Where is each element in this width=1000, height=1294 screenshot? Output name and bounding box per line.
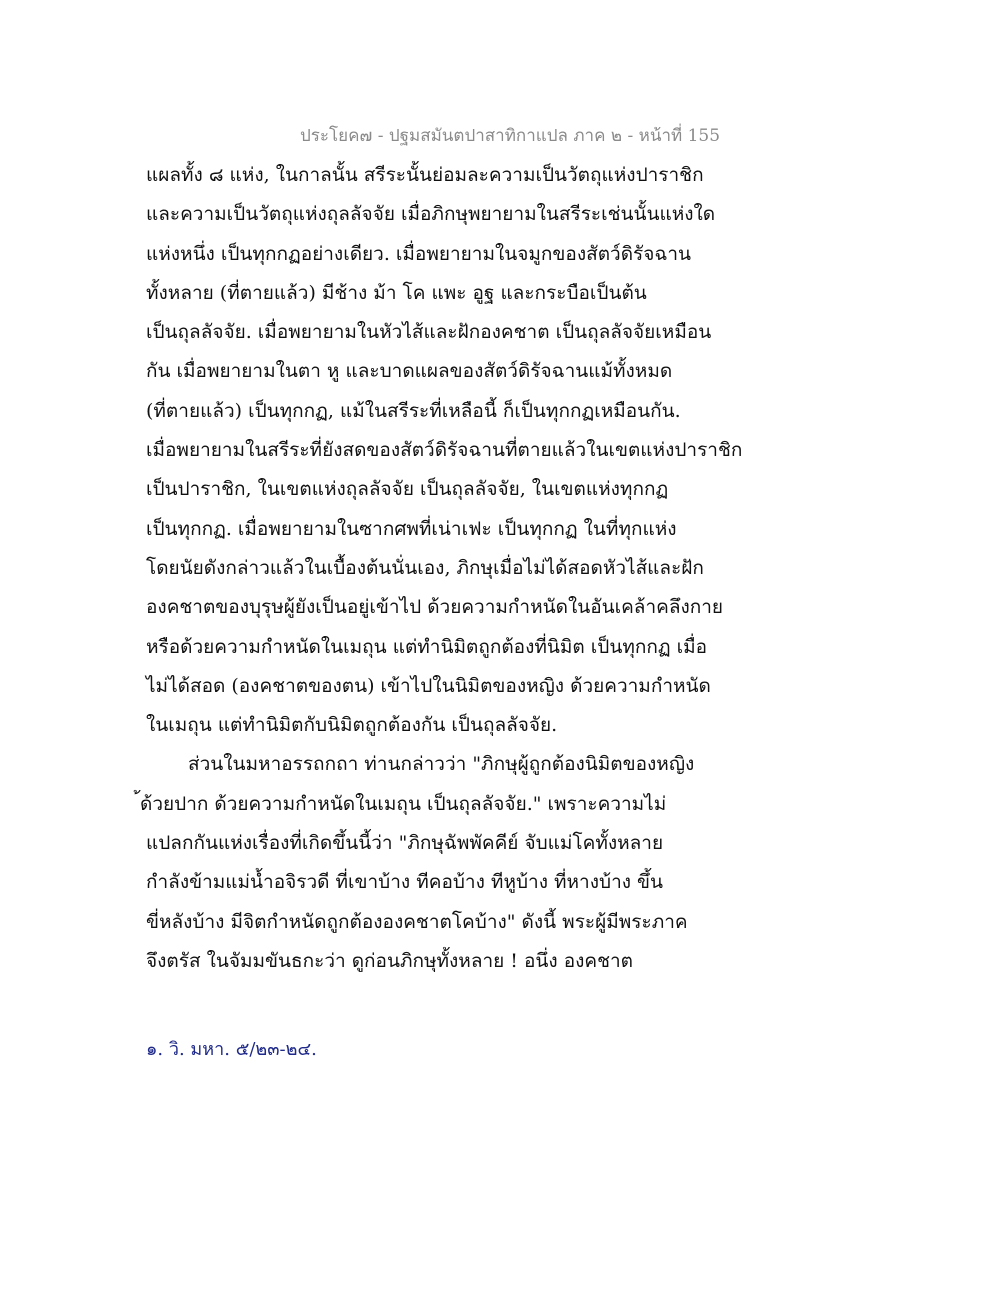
text-line: ไม่ได้สอด (องคชาตของตน) เข้าไปในนิมิตของหญิง ด้วยความกำหนัด [146, 674, 711, 697]
text-line: เป็นถุลลัจจัย. เมื่อพยายามในหัวไส้และฝักองคชาต เป็นถุลลัจจัยเหมือน [146, 321, 712, 344]
text-line: เมื่อพยายามในสรีระที่ยังสดของสัตว์ดิรัจฉานที่ตายแล้วในเขตแห่งปาราชิก [146, 439, 743, 462]
text-line: ขี่หลังบ้าง มีจิตกำหนัดถูกต้ององคชาตโคบ้าง" ดังนี้ พระผู้มีพระภาค [146, 910, 688, 933]
text-line: กัน เมื่อพยายามในตา หู และบาดแผลของสัตว์ดิรัจฉานแม้ทั้งหมด [146, 360, 673, 383]
text-line: จึงตรัส ในจัมมขันธกะว่า ดูก่อนภิกษุทั้งหลาย ! อนึ่ง องคชาต [146, 949, 633, 972]
footnote: ๑. วิ. มหา. ๕/๒๓-๒๔. [146, 1039, 317, 1060]
text-line: โดยนัยดังกล่าวแล้วในเบื้องต้นนั่นเอง, ภิกษุเมื่อไม่ได้สอดหัวไส้และฝัก [146, 556, 704, 579]
body-text [140, 156, 743, 981]
text-line: ทั้งหลาย (ที่ตายแล้ว) มีช้าง ม้า โค แพะ อูฐ และกระบือเป็นต้น [146, 281, 647, 304]
text-line: เป็นปาราชิก, ในเขตแห่งถุลลัจจัย เป็นถุลลัจจัย, ในเขตแห่งทุกกฏ [146, 478, 669, 501]
text-line: ้ด้วยปาก ด้วยความกำหนัดในเมถุน เป็นถุลลัจจัย." เพราะความไม่ [140, 792, 667, 815]
paragraph-start-line: ส่วนในมหาอรรถกถา ท่านกล่าวว่า "ภิกษุผู้ถูกต้องนิมิตของหญิง [188, 753, 695, 776]
text-line: หรือด้วยความกำหนัดในเมถุน แต่ทำนิมิตถูกต้องที่นิมิต เป็นทุกกฏ เมื่อ [146, 635, 708, 658]
text-line: และความเป็นวัตถุแห่งถุลลัจจัย เมื่อภิกษุพยายามในสรีระเช่นนั้นแห่งใด [146, 203, 716, 226]
text-line: แห่งหนึ่ง เป็นทุกกฏอย่างเดียว. เมื่อพยายามในจมูกของสัตว์ดิรัจฉาน [146, 242, 691, 265]
text-line: แปลกกันแห่งเรื่องที่เกิดขึ้นนี้ว่า "ภิกษุฉัพพัคคีย์ จับแม่โคทั้งหลาย [146, 832, 664, 855]
running-header: ประโยค๗ - ปฐมสมันตปาสาทิกาแปล ภาค ๒ - หน้าที่ 155 [300, 126, 721, 146]
text-line: กำลังข้ามแม่น้ำอจิรวดี ที่เขาบ้าง ทีคอบ้าง ทีหูบ้าง ที่หางบ้าง ขึ้น [146, 871, 664, 894]
text-line: องคชาตของบุรุษผู้ยังเป็นอยู่เข้าไป ด้วยความกำหนัดในอันเคล้าคลึงกาย [146, 596, 724, 619]
text-line: ในเมถุน แต่ทำนิมิตกับนิมิตถูกต้องกัน เป็นถุลลัจจัย. [146, 714, 558, 737]
text-line: เป็นทุกกฏ. เมื่อพยายามในซากศพที่เน่าเฟะ เป็นทุกกฏ ในที่ทุกแห่ง [146, 517, 677, 540]
text-line: (ที่ตายแล้ว) เป็นทุกกฏ, แม้ในสรีระที่เหลือนี้ ก็เป็นทุกกฏเหมือนกัน. [146, 399, 681, 422]
text-line: แผลทั้ง ๘ แห่ง, ในกาลนั้น สรีระนั้นย่อมละความเป็นวัตถุแห่งปาราชิก [146, 164, 704, 186]
